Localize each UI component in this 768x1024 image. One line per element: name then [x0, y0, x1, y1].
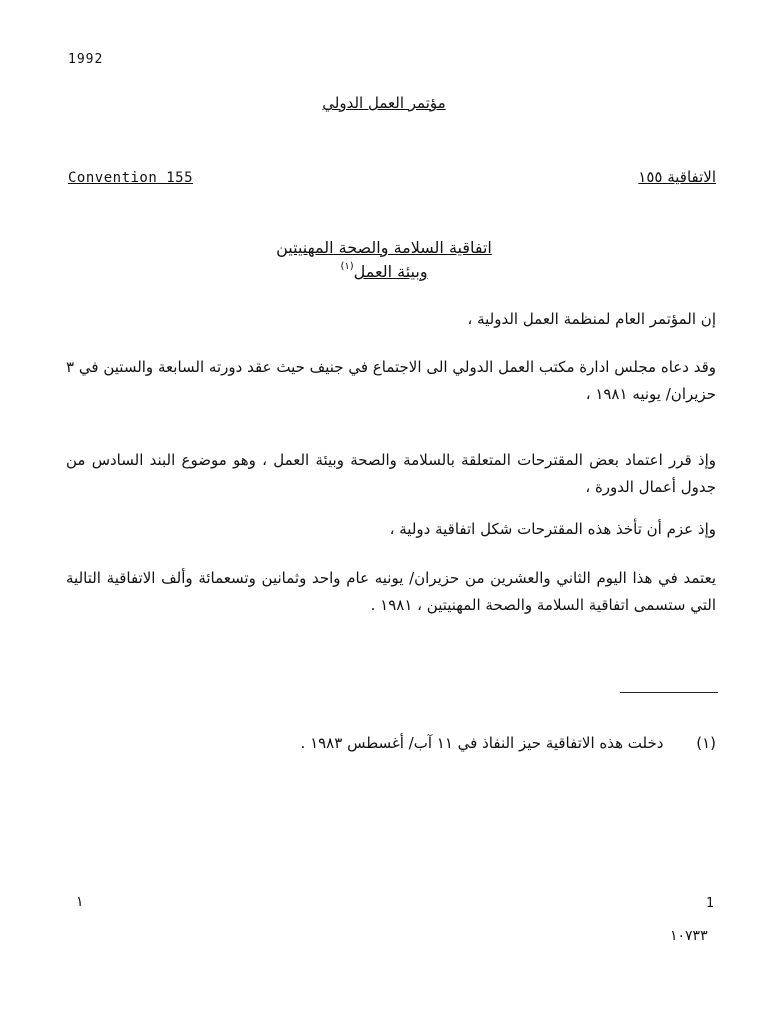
page-number-english: 1 — [706, 896, 714, 911]
document-code: ١٠٧٣٣ — [670, 928, 708, 944]
preamble-paragraph: إن المؤتمر العام لمنظمة العمل الدولية ، — [467, 310, 716, 328]
document-year: 1992 — [68, 52, 104, 67]
convention-number-arabic: الاتفاقية ١٥٥ — [638, 168, 716, 186]
conference-title: مؤتمر العمل الدولي — [322, 94, 446, 112]
convention-title-line-2 — [0, 260, 768, 287]
footnote-divider — [620, 692, 718, 693]
preamble-paragraph: وإذ قرر اعتماد بعض المقترحات المتعلقة بالسلامة والصحة وبيئة العمل ، وهو موضوع البند السادس من جدول أعمال الدورة ، — [66, 451, 716, 496]
adoption-paragraph: يعتمد في هذا اليوم الثاني والعشرين من حزيران/ يونيه عام واحد وثمانين وتسعمائة وألف الاتفاقية التالية التي ستسمى اتفاقية السلامة والصحة المهنيتين ، ١٩٨١ . — [66, 569, 716, 614]
convention-title-line-2-text: وبيئة العمل — [353, 262, 428, 281]
footnote — [66, 730, 716, 756]
page-number-arabic: ١ — [76, 894, 84, 910]
footnote-text: دخلت هذه الاتفاقية حيز النفاذ في ١١ آب/ أغسطس ١٩٨٣ . — [300, 734, 664, 752]
convention-title — [0, 236, 768, 287]
preamble-paragraph: وإذ عزم أن تأخذ هذه المقترحات شكل اتفاقية دولية ، — [389, 520, 716, 538]
footnote-reference: (١) — [340, 261, 354, 272]
convention-title-line-1: اتفاقية السلامة والصحة المهنيتين — [276, 238, 492, 257]
preamble-paragraph: وقد دعاه مجلس ادارة مكتب العمل الدولي الى الاجتماع في جنيف حيث عقد دورته السابعة والستين في ٣ حزيران/ يونيه ١٩٨١ ، — [66, 358, 716, 403]
footnote-number: (١) — [696, 734, 716, 752]
convention-number-english: Convention 155 — [68, 170, 194, 186]
